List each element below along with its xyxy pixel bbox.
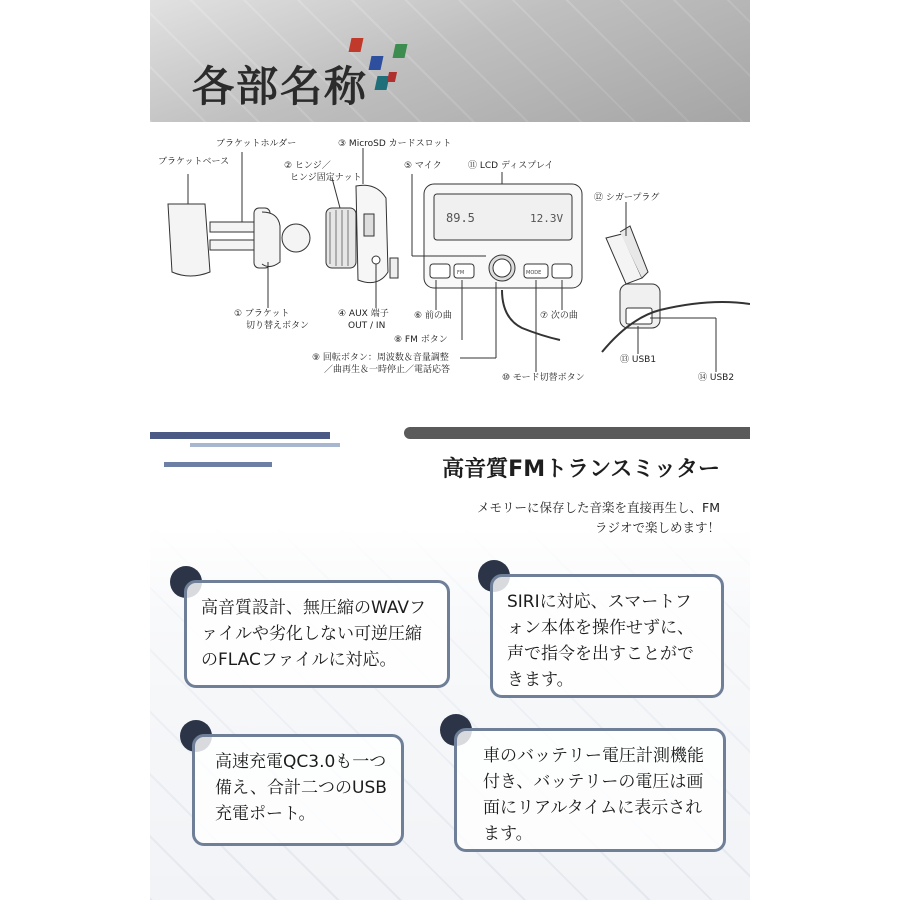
label-usb1: ⑬ USB1 xyxy=(620,355,657,365)
page-title: 各部名称 xyxy=(192,62,369,111)
label-bracket-button-2: 切り替えボタン xyxy=(246,321,310,331)
label-microsd: ③ MicroSD カードスロット xyxy=(338,139,452,149)
decor-square-red xyxy=(349,38,364,52)
lcd-frequency: 89.5 xyxy=(446,211,475,225)
header-banner xyxy=(150,0,750,122)
label-hinge-1: ② ヒンジ／ xyxy=(284,161,331,171)
label-lcd: ⑪ LCD ディスプレイ xyxy=(468,161,554,171)
parts-diagram xyxy=(150,122,750,422)
feature-card-qc30: 高速充電QC3.0も一つ備え、合計二つのUSB充電ポート。 xyxy=(192,734,404,846)
accent-bar-blue xyxy=(150,432,330,439)
feature-card-wav-flac: 高音質設計、無圧縮のWAVファイルや劣化しない可逆圧縮のFLACファイルに対応。 xyxy=(184,580,450,688)
section-heading: 高音質FMトランスミッター xyxy=(442,457,720,482)
label-mode-button: ⑩ モード切替ボタン xyxy=(502,373,585,383)
label-bracket-base: ブラケットベース xyxy=(158,157,230,167)
label-aux-2: OUT / IN xyxy=(348,321,386,331)
accent-bar-light xyxy=(190,443,340,447)
label-aux-1: ④ AUX 端子 xyxy=(338,309,389,319)
lcd-voltage: 12.3V xyxy=(530,212,564,225)
label-bracket-button-1: ① ブラケット xyxy=(234,309,290,319)
label-rotary-2: ／曲再生＆一時停止／電話応答 xyxy=(324,365,451,375)
label-cigar: ⑫ シガープラグ xyxy=(594,193,660,203)
decor-square-green xyxy=(393,44,408,58)
bracket-base-shape xyxy=(168,204,210,276)
feature-section xyxy=(150,422,750,900)
label-hinge-2: ヒンジ固定ナット xyxy=(290,173,362,183)
label-usb2: ⑭ USB2 xyxy=(698,373,735,383)
label-rotary-1: ⑨ 回転ボタン：周波数＆音量調整 xyxy=(312,353,449,363)
decor-square-red2 xyxy=(387,72,397,82)
fm-button-label: FM xyxy=(457,270,465,276)
label-prev: ⑥ 前の曲 xyxy=(414,311,452,321)
decor-square-blue xyxy=(369,56,384,70)
label-mic: ⑤ マイク xyxy=(404,161,442,171)
feature-card-siri: SIRIに対応、スマートフォン本体を操作せずに、声で指令を出すことができます。 xyxy=(490,574,724,698)
mode-button-label: MODE xyxy=(526,270,542,276)
diagram-illustration xyxy=(150,122,750,422)
label-next: ⑦ 次の曲 xyxy=(540,311,578,321)
label-fm-button: ⑧ FM ボタン xyxy=(394,335,448,345)
label-bracket-holder: ブラケットホルダー xyxy=(216,139,297,149)
accent-bar-mid xyxy=(164,462,272,467)
accent-bar-dark xyxy=(404,427,750,439)
section-subtext: メモリーに保存した音楽を直接再生し、FMラジオで楽しめます！ xyxy=(477,500,720,535)
feature-card-battery: 車のバッテリー電圧計測機能付き、バッテリーの電圧は画面にリアルタイムに表示されます。 xyxy=(454,728,726,852)
